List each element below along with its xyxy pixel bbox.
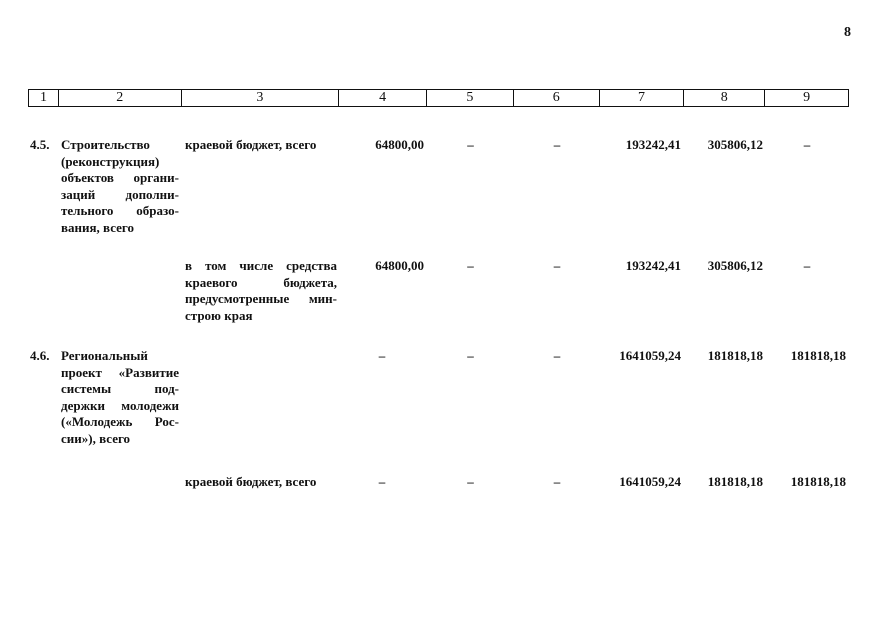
row-name-line: вания, всего (61, 219, 134, 235)
header-col-9: 9 (803, 90, 811, 105)
row-source-line: в том числе средства (185, 258, 337, 273)
row-source-line: краевой бюджет, всего (185, 137, 317, 152)
table-header-row (28, 89, 849, 107)
row-name-line: Региональный (61, 348, 148, 363)
cell-col-8: 305806,12 (707, 137, 763, 152)
cell-col-4: – (378, 474, 386, 489)
header-col-7: 7 (600, 90, 685, 106)
cell-col-9: – (803, 258, 811, 273)
row-name-line: («Молодежь Рос- (61, 414, 179, 429)
cell-col-8: 181818,18 (707, 474, 763, 489)
cell-col-5: – (467, 137, 474, 152)
cell-col-6: – (553, 474, 561, 489)
cell-col-7: 1641059,24 (619, 474, 681, 489)
row-source-line: краевого бюджета, (185, 274, 337, 290)
header-col-8: 8 (684, 90, 765, 106)
cell-col-7: 193242,41 (625, 258, 681, 273)
header-col-1: 1 (29, 90, 59, 106)
row-source-line: строю края (185, 307, 253, 323)
row-name-line: держки молодежи (61, 397, 179, 413)
page-number: 8 (844, 25, 851, 40)
row-source (185, 474, 337, 491)
row-name-line: проект «Развитие (61, 364, 179, 380)
row-name-line: Строительство (61, 137, 150, 152)
row-source (185, 258, 337, 324)
row-number: 4.6. (30, 348, 50, 363)
cell-col-7: 193242,41 (625, 137, 681, 152)
header-col-6: 6 (514, 90, 600, 106)
row-name-line: заций дополни- (61, 186, 179, 202)
row-name-line: тельного образо- (61, 203, 179, 218)
cell-col-5: – (467, 258, 474, 273)
row-number: 4.5. (30, 137, 50, 152)
cell-col-4: – (378, 348, 386, 363)
cell-col-5: – (467, 474, 474, 489)
row-name-line: системы под- (61, 381, 179, 396)
cell-col-6: – (553, 348, 561, 363)
row-name-line: объектов органи- (61, 170, 179, 185)
row-name-line: сии»), всего (61, 430, 131, 446)
header-col-5: 5 (427, 90, 514, 106)
header-col-3: 3 (182, 90, 340, 106)
cell-col-8: 305806,12 (707, 258, 763, 273)
cell-col-9: 181818,18 (790, 348, 846, 363)
cell-col-7: 1641059,24 (619, 348, 681, 363)
row-source-line: краевой бюджет, всего (185, 474, 317, 489)
row-name (61, 348, 179, 447)
cell-col-8: 181818,18 (707, 348, 763, 363)
cell-col-4: 64800,00 (375, 137, 424, 152)
cell-col-6: – (553, 258, 561, 273)
cell-col-9: – (803, 137, 811, 152)
header-col-2: 2 (59, 90, 182, 106)
row-source-line: предусмотренные мин- (185, 291, 337, 306)
cell-col-6: – (553, 137, 561, 152)
cell-col-5: – (467, 348, 474, 363)
cell-col-4: 64800,00 (375, 258, 424, 273)
cell-col-9: 181818,18 (790, 474, 846, 489)
row-name-line: (реконструкция) (61, 153, 160, 169)
header-col-4: 4 (339, 90, 427, 106)
row-source (185, 137, 337, 154)
row-name (61, 137, 179, 236)
